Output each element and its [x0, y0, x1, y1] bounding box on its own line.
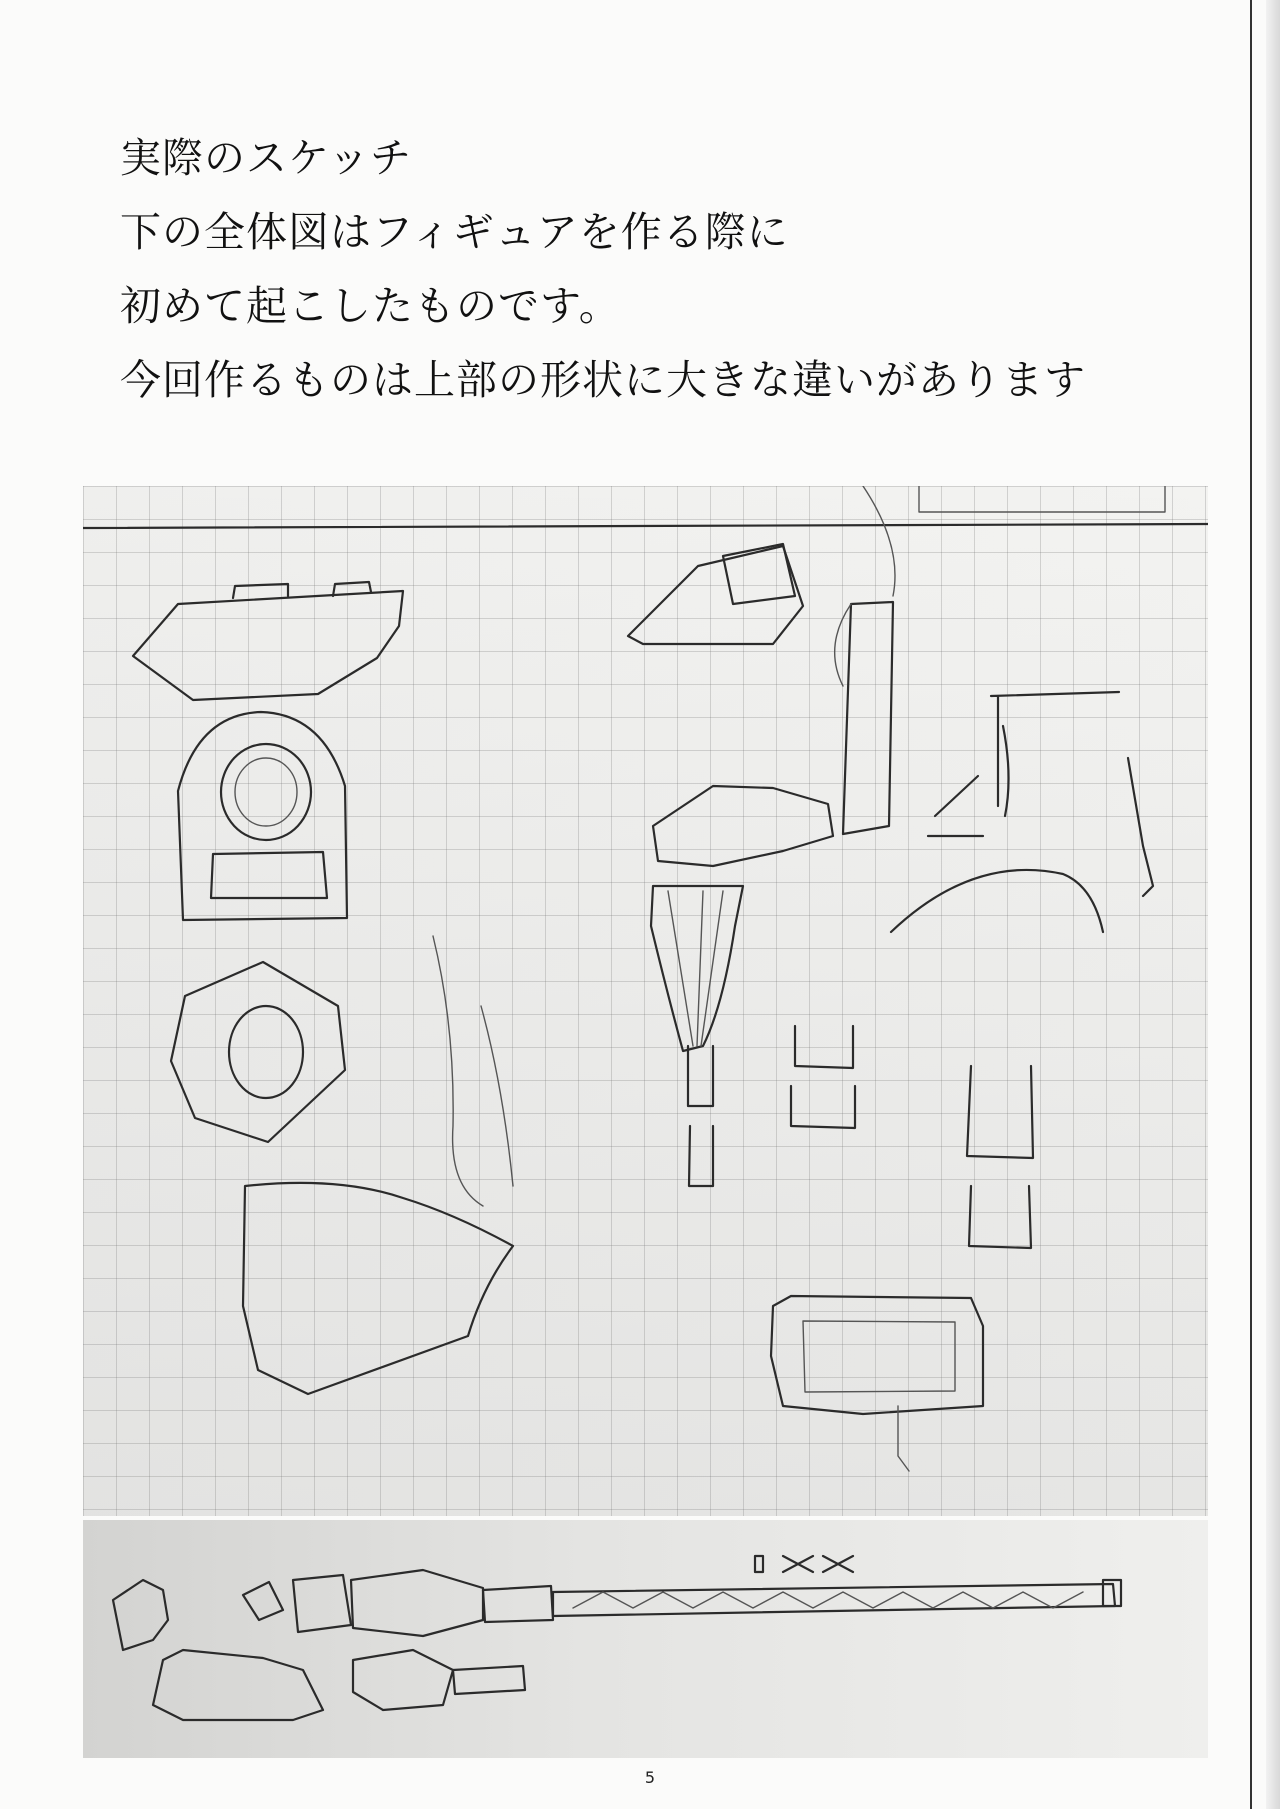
intro-line-4: 今回作るものは上部の形状に大きな違いがあります: [120, 356, 1086, 404]
staff-shaft-sketch: [553, 1584, 1115, 1616]
staff-bulb-sketch: [351, 1570, 483, 1636]
staff-head-lower-sketch: [153, 1650, 323, 1720]
head-piece-detail: [233, 582, 371, 598]
staff-secondary-bulb-sketch: [353, 1650, 453, 1710]
staff-crystal-sketch: [243, 1582, 283, 1620]
staff-grip-sketch: [483, 1586, 553, 1622]
middle-bulb-sketch: [651, 886, 743, 1051]
head-piece-sketch: [133, 591, 403, 700]
staff-collar-sketch: [293, 1575, 351, 1632]
right-hook-tail: [1128, 758, 1153, 896]
bottom-frame-sketch: [771, 1296, 983, 1414]
staff-overview-photo: [83, 1520, 1208, 1758]
middle-stem-sketch: [688, 1046, 713, 1186]
page-number: 5: [644, 1768, 656, 1787]
right-hook-sketch: [991, 692, 1119, 816]
staff-logo-mark: [755, 1556, 853, 1572]
upper-right-shaft: [843, 602, 893, 834]
staff-shaft-pattern: [573, 1592, 1083, 1608]
upper-right-collar: [723, 544, 795, 604]
pencil-sketch-drawing: [83, 486, 1208, 1516]
connector-sketch: [791, 1026, 855, 1128]
page-edge: [1266, 0, 1280, 1809]
bottom-frame-inner: [803, 1321, 955, 1392]
sketch-photo: [83, 486, 1208, 1516]
front-view-ring-inner: [235, 758, 297, 826]
connector-right-sketch: [967, 1066, 1033, 1248]
bottom-wire-line: [898, 1406, 909, 1471]
right-arc-sketch: [891, 870, 1103, 932]
lower-left-curves: [433, 936, 513, 1206]
lower-left-ring-sketch: [171, 962, 345, 1142]
front-view-base: [211, 852, 327, 898]
paper-label-box: [919, 486, 1165, 512]
right-bracket-sketch: [928, 776, 983, 836]
staff-secondary-grip-sketch: [453, 1666, 525, 1694]
paper-edge-line: [83, 524, 1208, 528]
page-edge-line: [1250, 0, 1252, 1809]
intro-line-3: 初めて起こしたものです。: [120, 282, 621, 330]
staff-head-sketch: [113, 1580, 168, 1650]
intro-line-2: 下の全体図はフィギュアを作る際に: [120, 208, 789, 256]
upper-right-lines: [835, 486, 895, 686]
upper-right-head-sketch: [628, 546, 803, 644]
intro-line-1: 実際のスケッチ: [120, 134, 412, 182]
middle-joint-sketch: [653, 786, 833, 866]
staff-overview-drawing: [83, 1520, 1208, 1758]
lower-left-block-sketch: [243, 1183, 513, 1394]
lower-left-ring-hole: [229, 1006, 303, 1098]
intro-text: [120, 134, 1220, 434]
